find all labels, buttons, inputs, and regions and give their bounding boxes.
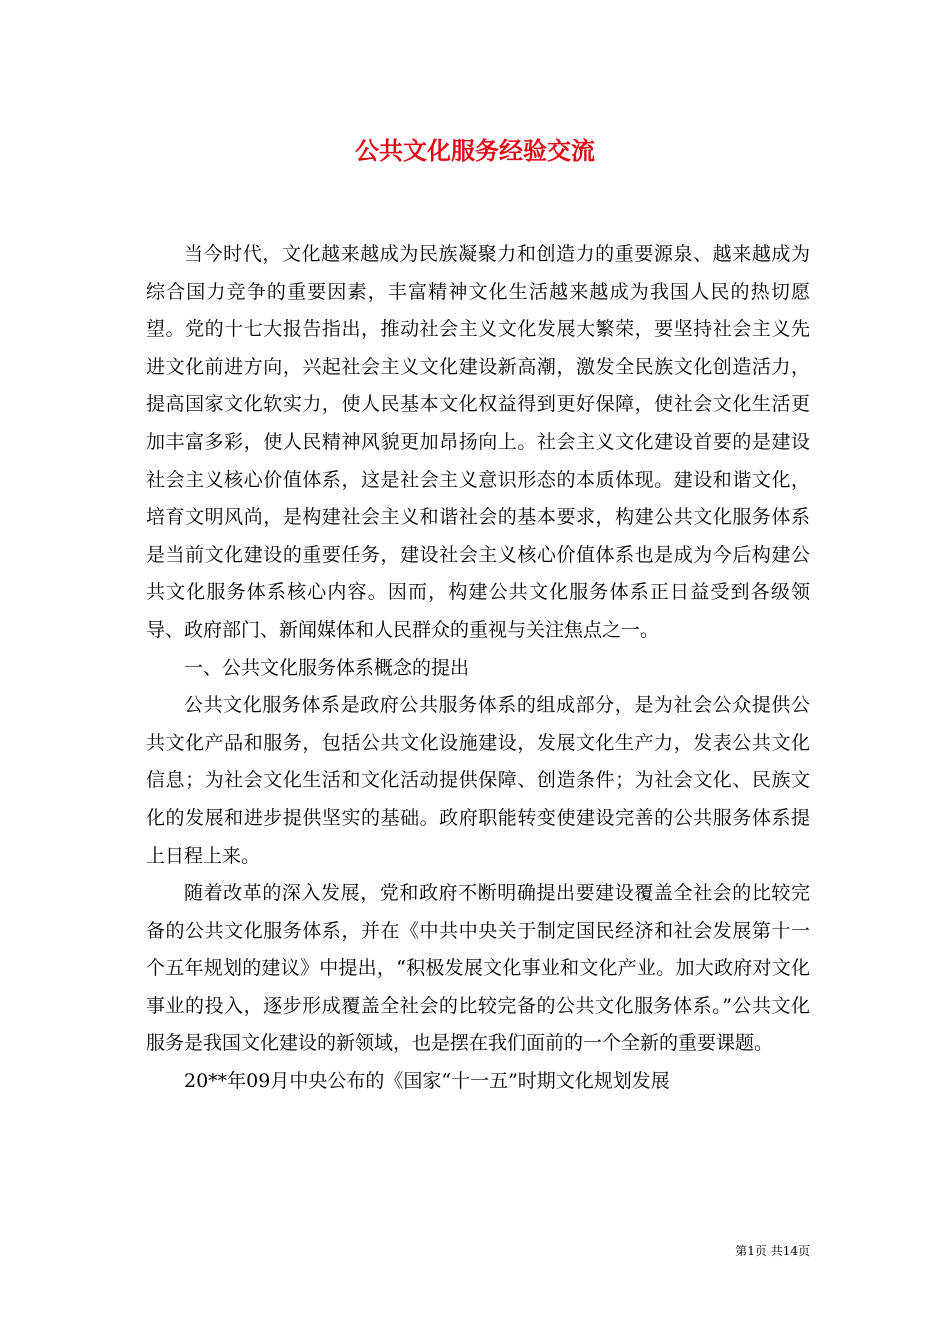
paragraph-plan: 20**年09月中央公布的《国家“十一五”时期文化规划发展 — [184, 1070, 670, 1093]
footer-total-pages: 14 — [782, 1244, 798, 1258]
page-footer — [690, 1243, 810, 1259]
footer-current-page: 1 — [747, 1244, 755, 1258]
footer-middle: 页 共 — [754, 1244, 783, 1258]
paragraph-reform: 随着改革的深入发展，党和政府不断明确提出要建设覆盖全社会的比较完备的公共文化服务体系，并在《中共中央关于制定国民经济和社会发展第十一个五年规划的建议》中提出，“积极发展文化事业和文化产业。加大政府对文化事业的投入，逐步形成覆盖全社会的比较完备的公共文化服务体系。”公共文化服务是我国文化建设的新领域，也是摆在我们面前的一个全新的重要课题。 — [146, 882, 810, 1055]
section-heading-1: 一、公共文化服务体系概念的提出 — [184, 656, 470, 679]
footer-prefix: 第 — [735, 1244, 748, 1258]
document-title: 公共文化服务经验交流 — [355, 136, 595, 165]
document-body — [146, 236, 810, 1101]
footer-suffix: 页 — [797, 1244, 810, 1258]
paragraph-definition: 公共文化服务体系是政府公共服务体系的组成部分，是为社会公众提供公共文化产品和服务，包括公共文化设施建设，发展文化生产力，发表公共文化信息；为社会文化生活和文化活动提供保障、创造条件；为社会文化、民族文化的发展和进步提供坚实的基础。政府职能转变使建设完善的公共服务体系提上日程上来。 — [146, 694, 810, 867]
paragraph-intro: 当今时代，文化越来越成为民族凝聚力和创造力的重要源泉、越来越成为综合国力竞争的重要因素，丰富精神文化生活越来越成为我国人民的热切愿望。党的十七大报告指出，推动社会主义文化发展大繁荣，要坚持社会主义先进文化前进方向，兴起社会主义文化建设新高潮，激发全民族文化创造活力，提高国家文化软实力，使人民基本文化权益得到更好保障，使社会文化生活更加丰富多彩，使人民精神风貌更加昂扬向上。社会主义文化建设首要的是建设社会主义核心价值体系，这是社会主义意识形态的本质体现。建设和谐文化，培育文明风尚，是构建社会主义和谐社会的基本要求，构建公共文化服务体系是当前文化建设的重要任务，建设社会主义核心价值体系也是成为今后构建公共文化服务体系核心内容。因而，构建公共文化服务体系正日益受到各级领导、政府部门、新闻媒体和人民群众的重视与关注焦点之一。 — [146, 243, 810, 641]
